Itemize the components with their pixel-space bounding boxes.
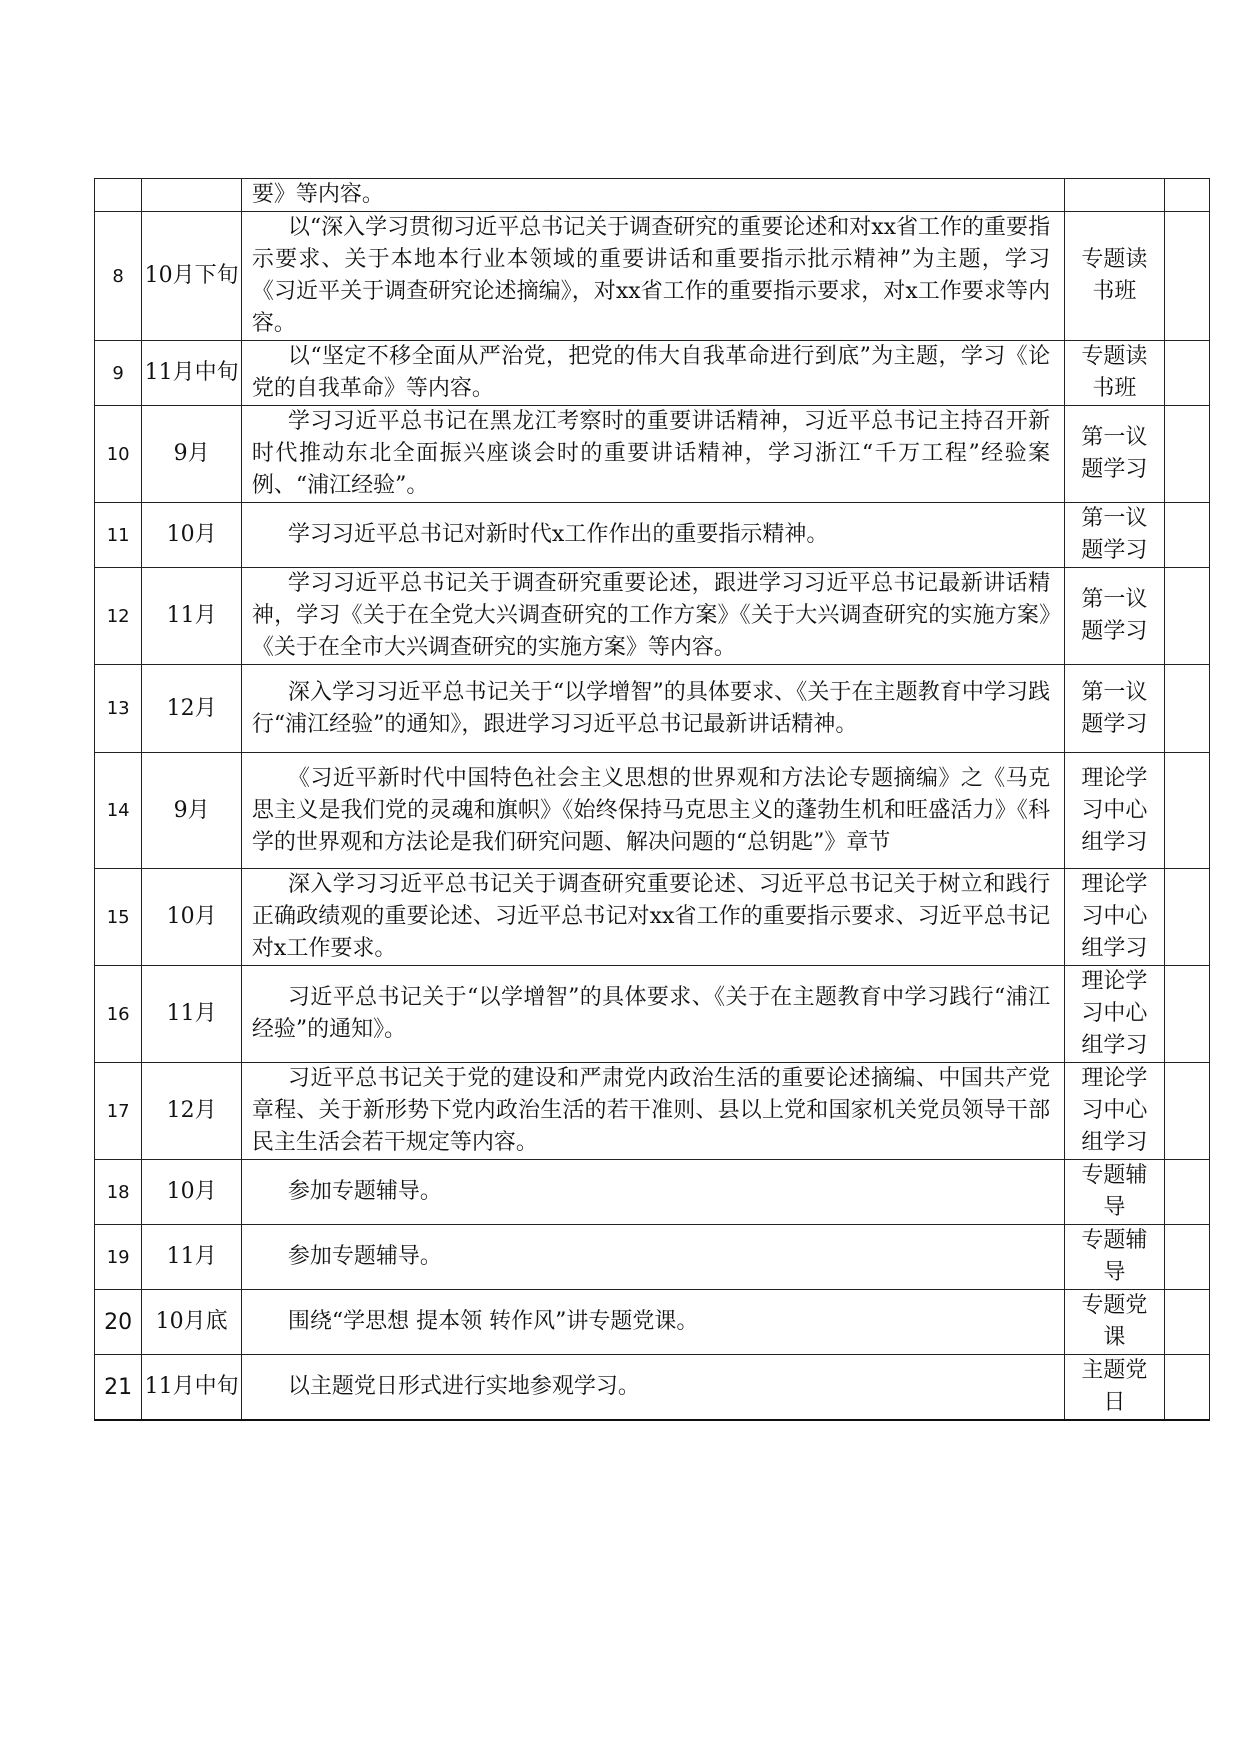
table-row — [95, 568, 1210, 665]
row-content: 以“坚定不移全面从严治党，把党的伟大自我革命进行到底”为主题，学习《论党的自我革命》等内容。 — [251, 344, 1051, 401]
row-content: 参加专题辅导。 — [287, 1179, 442, 1204]
row-form: 第一议题学习 — [1065, 406, 1165, 503]
row-time: 11月中旬 — [142, 341, 242, 406]
row-time: 10月底 — [142, 1290, 242, 1355]
row-form: 第一议题学习 — [1065, 503, 1165, 568]
row-content-cell — [241, 665, 1064, 753]
row-content-cell — [241, 1290, 1064, 1355]
row-content: 参加专题辅导。 — [287, 1244, 442, 1269]
row-content: 习近平总书记关于“以学增智”的具体要求、《关于在主题教育中学习践行“浦江经验”的通知》。 — [251, 985, 1051, 1042]
row-time — [142, 179, 242, 212]
row-content-cell — [241, 503, 1064, 568]
table-row — [95, 179, 1210, 212]
row-content-cell — [241, 568, 1064, 665]
row-content-cell — [241, 1225, 1064, 1290]
row-number: 9 — [95, 341, 142, 406]
row-time: 11月中旬 — [142, 1355, 242, 1421]
table-row — [95, 406, 1210, 503]
row-number: 8 — [95, 212, 142, 341]
row-note — [1164, 1225, 1209, 1290]
row-form: 第一议题学习 — [1065, 568, 1165, 665]
table-row — [95, 1160, 1210, 1225]
row-form: 专题读书班 — [1065, 341, 1165, 406]
row-note — [1164, 406, 1209, 503]
row-content-cell — [241, 1160, 1064, 1225]
row-form: 专题辅导 — [1065, 1225, 1165, 1290]
row-note — [1164, 1290, 1209, 1355]
row-note — [1164, 503, 1209, 568]
row-number: 18 — [95, 1160, 142, 1225]
row-time: 10月下旬 — [142, 212, 242, 341]
row-time: 9月 — [142, 753, 242, 869]
row-content-cell — [241, 753, 1064, 869]
row-content: 以“深入学习贯彻习近平总书记关于调查研究的重要论述和对xx省工作的重要指示要求、关于本地本行业本领域的重要讲话和重要指示批示精神”为主题，学习《习近平关于调查研究论述摘编》，对xx省工作的重要指示要求，对x工作要求等内容。 — [251, 215, 1051, 336]
row-form: 理论学习中心组学习 — [1065, 869, 1165, 966]
row-content: 习近平总书记关于党的建设和严肃党内政治生活的重要论述摘编、中国共产党章程、关于新形势下党内政治生活的若干准则、县以上党和国家机关党员领导干部民主生活会若干规定等内容。 — [251, 1066, 1051, 1155]
row-note — [1164, 179, 1209, 212]
row-form: 第一议题学习 — [1065, 665, 1165, 753]
row-content-cell — [241, 966, 1064, 1063]
row-time: 11月 — [142, 568, 242, 665]
row-time: 11月 — [142, 966, 242, 1063]
row-form: 理论学习中心组学习 — [1065, 1063, 1165, 1160]
study-plan-table — [94, 178, 1210, 1421]
row-number: 17 — [95, 1063, 142, 1160]
row-note — [1164, 1063, 1209, 1160]
row-note — [1164, 1355, 1209, 1421]
table-row — [95, 212, 1210, 341]
row-note — [1164, 753, 1209, 869]
row-content: 要》等内容。 — [251, 182, 384, 207]
row-content: 学习习近平总书记关于调查研究重要论述，跟进学习习近平总书记最新讲话精神，学习《关于在全党大兴调查研究的工作方案》《关于大兴调查研究的实施方案》《关于在全市大兴调查研究的实施方案》等内容。 — [251, 571, 1051, 660]
row-content-cell — [241, 1355, 1064, 1421]
table-row — [95, 341, 1210, 406]
table-row — [95, 1063, 1210, 1160]
row-content: 以主题党日形式进行实地参观学习。 — [287, 1374, 640, 1399]
row-number: 20 — [95, 1290, 142, 1355]
row-time: 9月 — [142, 406, 242, 503]
row-form: 主题党日 — [1065, 1355, 1165, 1421]
row-note — [1164, 665, 1209, 753]
row-note — [1164, 1160, 1209, 1225]
table-row — [95, 966, 1210, 1063]
row-content: 学习习近平总书记在黑龙江考察时的重要讲话精神，习近平总书记主持召开新时代推动东北全面振兴座谈会时的重要讲话精神，学习浙江“千万工程”经验案例、“浦江经验”。 — [251, 409, 1051, 498]
row-note — [1164, 966, 1209, 1063]
row-time: 10月 — [142, 869, 242, 966]
row-content-cell — [241, 406, 1064, 503]
row-number: 12 — [95, 568, 142, 665]
row-content-cell — [241, 341, 1064, 406]
row-number: 19 — [95, 1225, 142, 1290]
row-content: 深入学习习近平总书记关于调查研究重要论述、习近平总书记关于树立和践行正确政绩观的重要论述、习近平总书记对xx省工作的重要指示要求、习近平总书记对x工作要求。 — [251, 872, 1051, 961]
table-row — [95, 503, 1210, 568]
table-row — [95, 665, 1210, 753]
row-content: 《习近平新时代中国特色社会主义思想的世界观和方法论专题摘编》之《马克思主义是我们党的灵魂和旗帜》《始终保持马克思主义的蓬勃生机和旺盛活力》《科学的世界观和方法论是我们研究问题、解决问题的“总钥匙”》章节 — [251, 765, 1051, 855]
row-content-cell — [241, 179, 1064, 212]
row-number: 14 — [95, 753, 142, 869]
row-number: 16 — [95, 966, 142, 1063]
row-number: 10 — [95, 406, 142, 503]
row-note — [1164, 212, 1209, 341]
row-time: 12月 — [142, 665, 242, 753]
row-note — [1164, 568, 1209, 665]
row-number: 21 — [95, 1355, 142, 1421]
row-form — [1065, 179, 1165, 212]
row-note — [1164, 869, 1209, 966]
table-row — [95, 1225, 1210, 1290]
row-content-cell — [241, 869, 1064, 966]
table-row — [95, 1355, 1210, 1421]
table-row — [95, 1290, 1210, 1355]
table-row — [95, 753, 1210, 869]
row-form: 专题读书班 — [1065, 212, 1165, 341]
row-number: 15 — [95, 869, 142, 966]
row-number: 13 — [95, 665, 142, 753]
row-number — [95, 179, 142, 212]
row-time: 11月 — [142, 1225, 242, 1290]
row-note — [1164, 341, 1209, 406]
row-number: 11 — [95, 503, 142, 568]
row-content: 围绕“学思想 提本领 转作风”讲专题党课。 — [287, 1309, 699, 1334]
row-time: 10月 — [142, 1160, 242, 1225]
row-form: 理论学习中心组学习 — [1065, 966, 1165, 1063]
row-time: 12月 — [142, 1063, 242, 1160]
row-content: 学习习近平总书记对新时代x工作作出的重要指示精神。 — [287, 522, 829, 547]
row-form: 专题辅导 — [1065, 1160, 1165, 1225]
row-form: 理论学习中心组学习 — [1065, 753, 1165, 869]
row-form: 专题党课 — [1065, 1290, 1165, 1355]
table-body — [95, 179, 1210, 1421]
row-content-cell — [241, 1063, 1064, 1160]
table-row — [95, 869, 1210, 966]
row-content-cell — [241, 212, 1064, 341]
row-content: 深入学习习近平总书记关于“以学增智”的具体要求、《关于在主题教育中学习践行“浦江经验”的通知》，跟进学习习近平总书记最新讲话精神。 — [251, 679, 1051, 737]
row-time: 10月 — [142, 503, 242, 568]
